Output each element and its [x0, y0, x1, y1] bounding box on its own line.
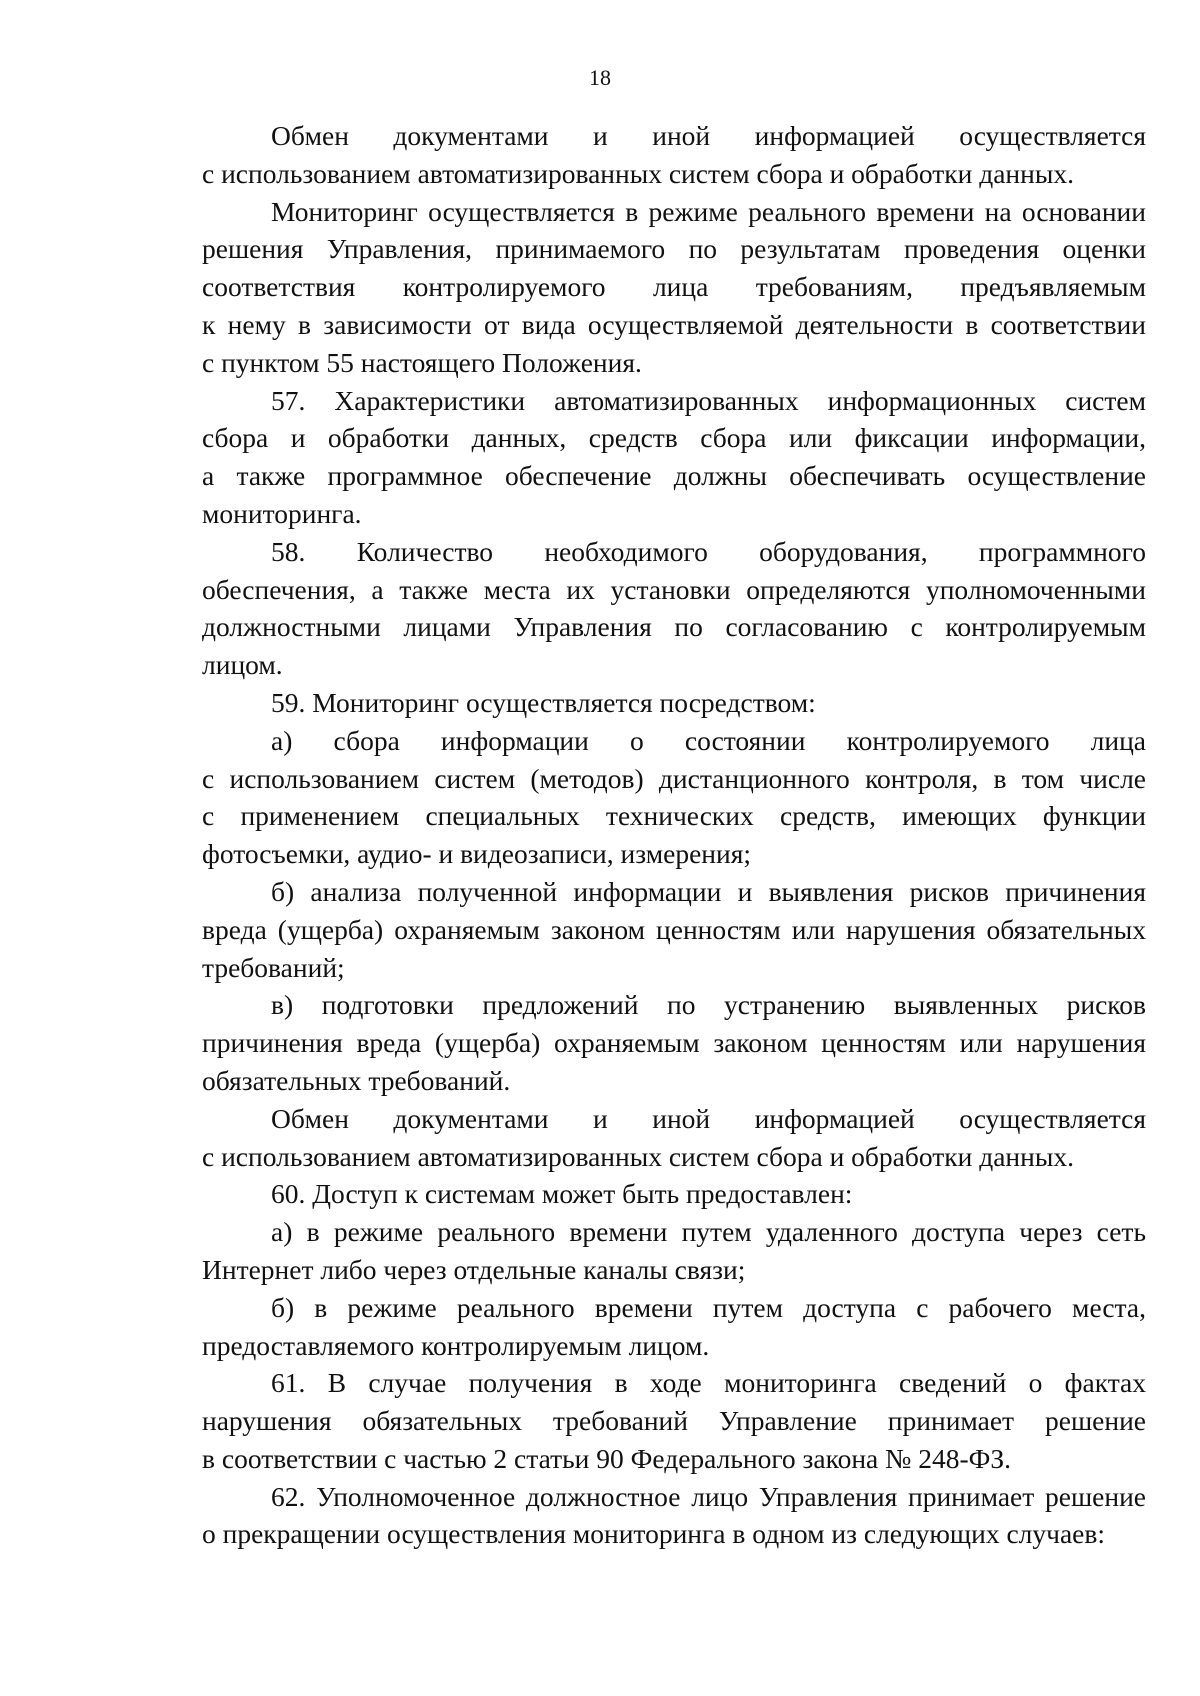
text-line: требований;	[202, 951, 345, 983]
text-line: соответствия контролируемого лица требованиям, предъявляемым	[202, 271, 1146, 303]
text-line: сбора и обработки данных, средств сбора или фиксации информации,	[202, 422, 1146, 454]
text-line: Мониторинг осуществляется в режиме реального времени на основании	[271, 195, 1146, 227]
paragraph	[202, 1289, 1146, 1365]
paragraph	[202, 533, 1146, 684]
paragraph	[202, 193, 1146, 382]
text-line: предоставляемого контролируемым лицом.	[202, 1329, 710, 1361]
text-line: обеспечения, а также места их установки определяются уполномоченными	[202, 573, 1146, 605]
text-line: 61. В случае получения в ходе мониторинга сведений о фактах	[271, 1367, 1146, 1399]
text-line: б) анализа полученной информации и выявления рисков причинения	[271, 875, 1146, 907]
text-line: а) сбора информации о состоянии контролируемого лица	[271, 724, 1146, 756]
text-line: с использованием систем (методов) дистанционного контроля, в том числе	[202, 762, 1146, 794]
text-line: с использованием автоматизированных систем сбора и обработки данных.	[202, 1140, 1074, 1172]
paragraph	[202, 684, 1146, 722]
text-line: а также программное обеспечение должны обеспечивать осуществление	[202, 460, 1146, 492]
text-line: 62. Уполномоченное должностное лицо Управления принимает решение	[271, 1480, 1146, 1512]
paragraph	[202, 1364, 1146, 1477]
text-line: фотосъемки, аудио- и видеозаписи, измерения;	[202, 838, 752, 870]
text-line: 59. Мониторинг осуществляется посредством:	[271, 686, 816, 718]
text-line: в соответствии с частью 2 статьи 90 Федерального закона № 248-ФЗ.	[202, 1442, 1012, 1474]
text-line: нарушения обязательных требований Управление принимает решение	[202, 1405, 1146, 1437]
text-line: лицом.	[202, 649, 283, 681]
text-line: б) в режиме реального времени путем доступа с рабочего места,	[271, 1291, 1146, 1323]
text-line: 58. Количество необходимого оборудования, программного	[271, 535, 1146, 567]
paragraph	[202, 117, 1146, 193]
text-line: 60. Доступ к системам может быть предоставлен:	[271, 1178, 853, 1210]
paragraph	[202, 1478, 1146, 1554]
paragraph	[202, 722, 1146, 873]
document-body	[202, 117, 1146, 1553]
paragraph	[202, 1213, 1146, 1289]
text-line: с применением специальных технических средств, имеющих функции	[202, 800, 1146, 832]
text-line: к нему в зависимости от вида осуществляемой деятельности в соответствии	[202, 308, 1146, 340]
paragraph	[202, 873, 1146, 986]
text-line: а) в режиме реального времени путем удаленного доступа через сеть	[271, 1216, 1146, 1248]
text-line: Интернет либо через отдельные каналы связи;	[202, 1253, 746, 1285]
paragraph	[202, 1100, 1146, 1176]
text-line: с пунктом 55 настоящего Положения.	[202, 346, 642, 378]
text-line: о прекращении осуществления мониторинга в одном из следующих случаев:	[202, 1518, 1105, 1550]
text-line: 57. Характеристики автоматизированных информационных систем	[271, 384, 1146, 416]
text-line: должностными лицами Управления по согласованию с контролируемым	[202, 611, 1146, 643]
text-line: Обмен документами и иной информацией осуществляется	[271, 1102, 1146, 1134]
text-line: причинения вреда (ущерба) охраняемым законом ценностям или нарушения	[202, 1027, 1146, 1059]
paragraph	[202, 986, 1146, 1099]
paragraph	[202, 1175, 1146, 1213]
text-line: мониторинга.	[202, 497, 362, 529]
text-line: Обмен документами и иной информацией осуществляется	[271, 120, 1146, 151]
paragraph	[202, 382, 1146, 533]
text-line: решения Управления, принимаемого по результатам проведения оценки	[202, 233, 1146, 265]
text-line: с использованием автоматизированных систем сбора и обработки данных.	[202, 157, 1074, 189]
page-number: 18	[589, 65, 611, 90]
text-line: вреда (ущерба) охраняемым законом ценностям или нарушения обязательных	[202, 913, 1146, 945]
text-line: в) подготовки предложений по устранению выявленных рисков	[271, 989, 1146, 1021]
text-line: обязательных требований.	[202, 1064, 511, 1096]
